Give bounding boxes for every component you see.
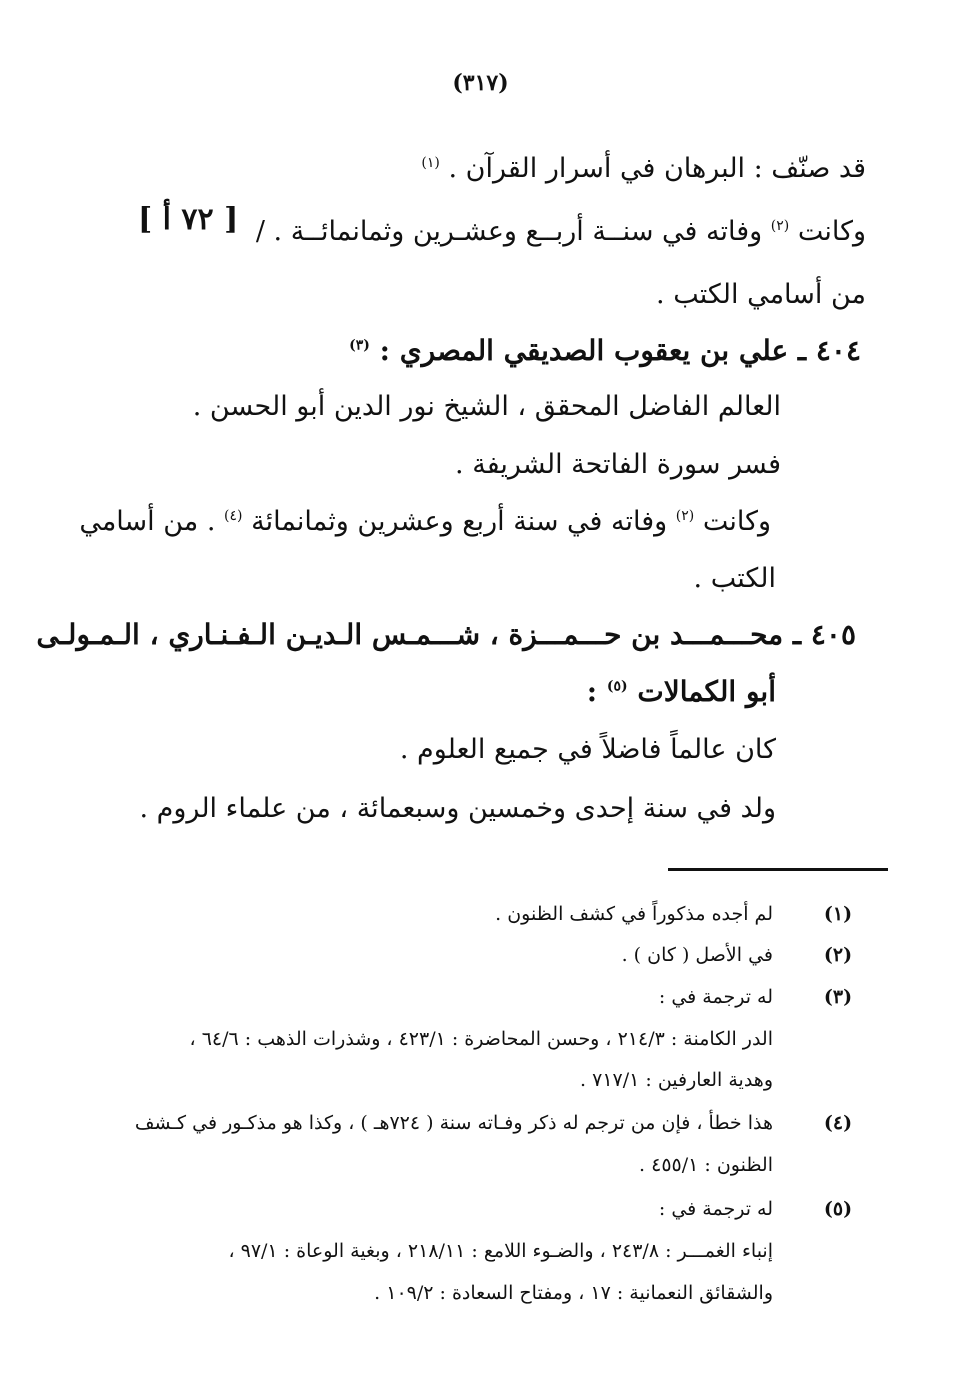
footnote-text: الظنون : ٤٥٥/١ .: [639, 1154, 773, 1176]
text-line-1: قد صنّف : البرهان في أسرار القرآن . $^{(١)}$: [421, 153, 866, 184]
text-line-2: وكانت $^{(٢)}$ وفاته في سنــة أربــع وعشـرين وثمانمائــة . /: [255, 216, 866, 247]
footnote-text: إنباء الغمـــر : ٢٤٣/٨ ، والضـوء اللامع : ٢١٨/١١ ، وبغية الوعاة : ٩٧/١ ،: [228, 1240, 773, 1262]
text-line-12: ولد في سنة إحدى وخمسين وسبعمائة ، من علماء الروم .: [139, 793, 776, 824]
footnote-number: (٢): [823, 944, 853, 966]
footnote-ref: (١): [421, 155, 440, 171]
footnote-ref: (٢): [675, 508, 695, 524]
footnote-ref: (٢): [770, 218, 790, 234]
footnote-text: هذا خطأ ، فإن من ترجم له ذكر وفـاته سنة ( ٧٢٤هـ ) ، وكذا هو مذكـور في كـشف: [134, 1112, 773, 1134]
entry-heading-405: ٤٠٥ ـ محـــمـــد بن حـــمـــزة ، شـــمـس الـديـن الـفـنـاري ، الـمـولـى: [36, 618, 856, 651]
footnote-text: والشقائق النعمانية : ١٧ ، ومفتاح السعادة : ١٠٩/٢ .: [374, 1282, 773, 1304]
footnote-number: (١): [823, 903, 853, 925]
text-line-11: كان عالماً فاضلاً في جميع العلوم .: [399, 734, 776, 765]
text-line-8: الكتب .: [693, 563, 776, 594]
entry-heading-405-cont: أبو الكمالات $^{(٥)}$ :: [586, 675, 776, 708]
footnote-text: له ترجمة في :: [658, 1198, 773, 1220]
footnote-text: له ترجمة في :: [658, 986, 773, 1008]
footnote-number: (٥): [823, 1198, 853, 1220]
entry-heading-404: ٤٠٤ ـ علي بن يعقوب الصديقي المصري : $^{(٣)}$: [349, 334, 861, 367]
footnote-text: وهدية العارفين : ٧١٧/١ .: [580, 1069, 773, 1091]
footnote-text: لم أجده مذكوراً في كشف الظنون .: [495, 903, 773, 925]
footnote-number: (٤): [823, 1112, 853, 1134]
text-line-5: العالم الفاضل المحقق ، الشيخ نور الدين أبو الحسن .: [192, 391, 781, 422]
footnote-text: الدر الكامنة : ٢١٤/٣ ، وحسن المحاضرة : ٤٢٣/١ ، وشذرات الذهب : ٦٤/٦ ،: [189, 1028, 773, 1050]
text-line-6: فسر سورة الفاتحة الشريفة .: [455, 449, 781, 480]
footnote-divider: [668, 868, 888, 871]
footnote-text: في الأصل ( كان ) .: [621, 944, 773, 966]
folio-marker: [ ٧٢ أ ]: [138, 202, 239, 237]
footnote-ref: (٣): [349, 337, 370, 354]
text-line-3: من أسامي الكتب .: [656, 279, 866, 310]
footnote-number: (٣): [823, 986, 853, 1008]
page-number: (٣١٧): [452, 70, 509, 96]
footnote-ref: (٥): [606, 678, 628, 695]
text-line-7: وكانت $^{(٢)}$ وفاته في سنة أربع وعشرين وثمانمائة $^{(٤)}$ . من أسامي: [79, 506, 771, 537]
footnote-ref: (٤): [224, 508, 243, 524]
